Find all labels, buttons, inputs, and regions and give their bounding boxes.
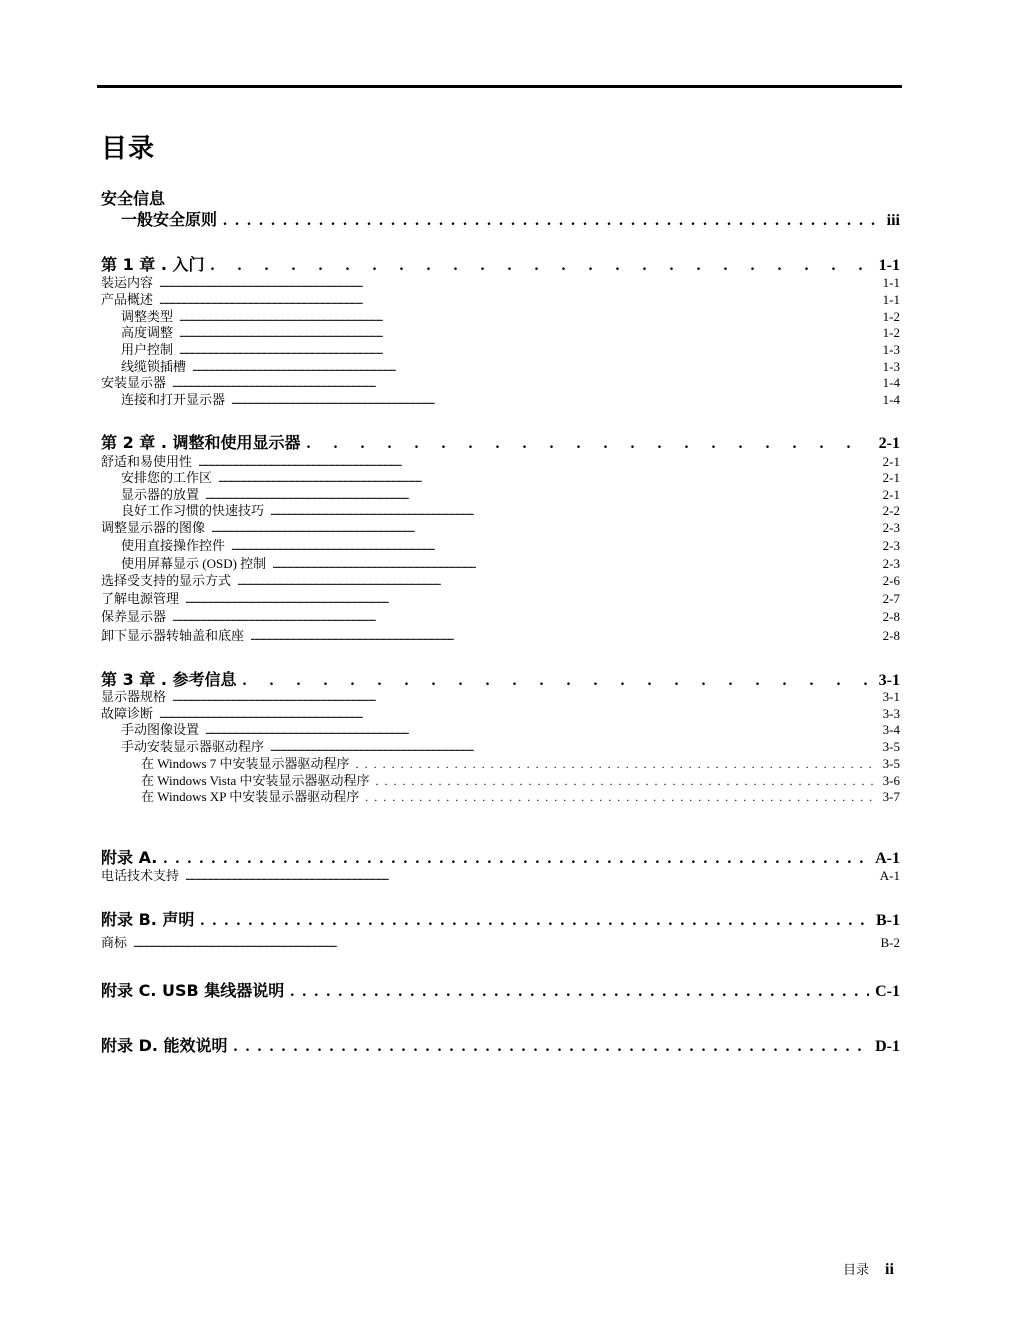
toc-entry-page: 1-4 [882,375,900,390]
page-footer [843,1259,894,1279]
chapter-title: 第 3 章 . 参考信息 [101,670,237,689]
footer-page-number: ii [885,1261,894,1278]
toc-entry-label: 线缆锁插槽 [121,359,187,374]
toc-appendix-d[interactable] [101,1033,900,1056]
toc-appendix-c[interactable] [101,978,900,1001]
toc-entry-page: B-2 [880,935,900,950]
dot-leader [234,1038,870,1056]
toc-entry-page: 3-7 [882,789,900,804]
toc-entry-page: 1-3 [882,359,900,374]
footer-label: 目录 [843,1262,870,1277]
appendix-page: C-1 [875,983,900,1000]
toc-entry-label: 商标 [101,935,128,950]
toc-entry[interactable] [101,588,900,607]
page-title: 目录 [101,134,156,164]
appendix-title: 附录 B. 声明 [101,910,195,929]
toc-entry[interactable] [101,570,900,589]
toc-entry[interactable] [101,625,900,644]
toc-entry-page: 1-3 [882,342,900,357]
chapter-title: 第 1 章 . 入门 [101,255,205,274]
toc-entry-page: 3-1 [882,689,900,704]
toc-entry-label: 调整类型 [121,309,174,324]
toc-entry-label: 用户控制 [121,342,174,357]
toc-entry-page: 2-1 [882,487,900,502]
toc-entry-label: 使用直接操作控件 [121,538,226,553]
toc-entry-label: 手动安装显示器驱动程序 [121,739,265,754]
toc-entry-label: 故障诊断 [101,706,154,721]
toc-entry-page: 2-1 [882,454,900,469]
toc-entry-label: 显示器规格 [101,689,167,704]
toc-entry-page: 2-3 [882,520,900,535]
toc-entry-label: 在 Windows Vista 中安装显示器驱动程序 [141,773,370,788]
toc-entry-page: 1-2 [882,309,900,324]
toc-entry-label: 连接和打开显示器 [121,392,226,407]
toc-entry-label: 高度调整 [121,325,174,340]
appendix-page: A-1 [875,850,900,867]
toc-entry-page: 3-6 [882,773,900,788]
toc-entry-label: 了解电源管理 [101,591,180,606]
dot-leader [172,610,877,625]
toc-entry-label: 一般安全原则 [121,210,218,229]
appendix-title: 附录 D. 能效说明 [101,1036,228,1055]
toc-entry-label: 良好工作习惯的快速技巧 [121,503,265,518]
toc-entry-label: 在 Windows XP 中安装显示器驱动程序 [141,789,360,804]
toc-entry[interactable] [101,932,900,951]
chapter-page: 1-1 [878,257,900,274]
toc-entry-label: 手动图像设置 [121,722,200,737]
toc-entry-label: 产品概述 [101,292,154,307]
toc-entry-page: 3-5 [882,739,900,754]
dot-leader [211,521,877,536]
toc-entry-label: 电话技术支持 [101,868,180,883]
toc-entry-label: 在 Windows 7 中安装显示器驱动程序 [141,756,350,771]
toc-entry-page: A-1 [879,868,900,883]
toc-entry-page: 1-4 [882,392,900,407]
dot-leader [290,983,869,1001]
dot-leader [223,212,881,230]
toc-entry-label: 安排您的工作区 [121,470,213,485]
appendix-title: 附录 C. USB 集线器说明 [101,981,285,1000]
toc-entry-page: 1-2 [882,325,900,340]
toc-entry-safety[interactable] [121,207,900,230]
chapter-title: 第 2 章 . 调整和使用显示器 [101,433,301,452]
toc-entry-label: 舒适和易使用性 [101,454,193,469]
toc-entry-page: 2-8 [882,628,900,643]
toc-entry-label: 保养显示器 [101,609,167,624]
toc-entry-page: 3-3 [882,706,900,721]
dot-leader [185,869,874,884]
dot-leader [200,912,870,930]
appendix-title: 附录 A. [101,848,158,867]
toc-entry-page: 2-7 [882,591,900,606]
appendix-page: D-1 [875,1038,900,1055]
dot-leader [250,629,877,644]
toc-entry-page: 1-1 [882,275,900,290]
dot-leader [185,592,877,607]
toc-entry-label: 装运内容 [101,275,154,290]
toc-entry-page: 2-2 [882,503,900,518]
dot-leader [231,393,877,408]
toc-entry[interactable] [121,535,900,554]
toc-entry[interactable] [101,865,900,884]
toc-entry-page: 3-5 [882,756,900,771]
toc-entry-label: 选择受支持的显示方式 [101,573,232,588]
toc-entry[interactable] [121,389,900,408]
chapter-page: 2-1 [878,435,900,452]
dot-leader [231,539,877,554]
toc-entry-page: 3-4 [882,722,900,737]
toc-entry-page: 2-6 [882,573,900,588]
dot-leader [237,574,877,589]
safety-heading: 安全信息 [101,189,166,208]
appendix-page: B-1 [876,912,900,929]
toc-entry-label: 使用屏幕显示 (OSD) 控制 [121,556,267,571]
header-rule [97,85,902,88]
toc-entry[interactable] [101,517,900,536]
toc-entry[interactable] [141,786,900,805]
toc-entry-label: 卸下显示器转轴盖和底座 [101,628,245,643]
toc-entry-page: 2-1 [882,470,900,485]
chapter-page: 3-1 [878,672,900,689]
toc-entry-page: 2-8 [882,609,900,624]
toc-entry-label: 安装显示器 [101,375,167,390]
dot-leader [133,936,874,951]
toc-chapter-2[interactable] [101,430,900,453]
toc-entry-page: 1-1 [882,292,900,307]
dot-leader [365,790,876,805]
toc-entry-page: iii [886,212,900,229]
toc-entry-label: 调整显示器的图像 [101,520,206,535]
toc-entry-page: 2-3 [882,556,900,571]
toc-entry-label: 显示器的放置 [121,487,200,502]
toc-entry-page: 2-3 [882,538,900,553]
toc-appendix-b[interactable] [101,907,900,930]
toc-entry[interactable] [101,606,900,625]
